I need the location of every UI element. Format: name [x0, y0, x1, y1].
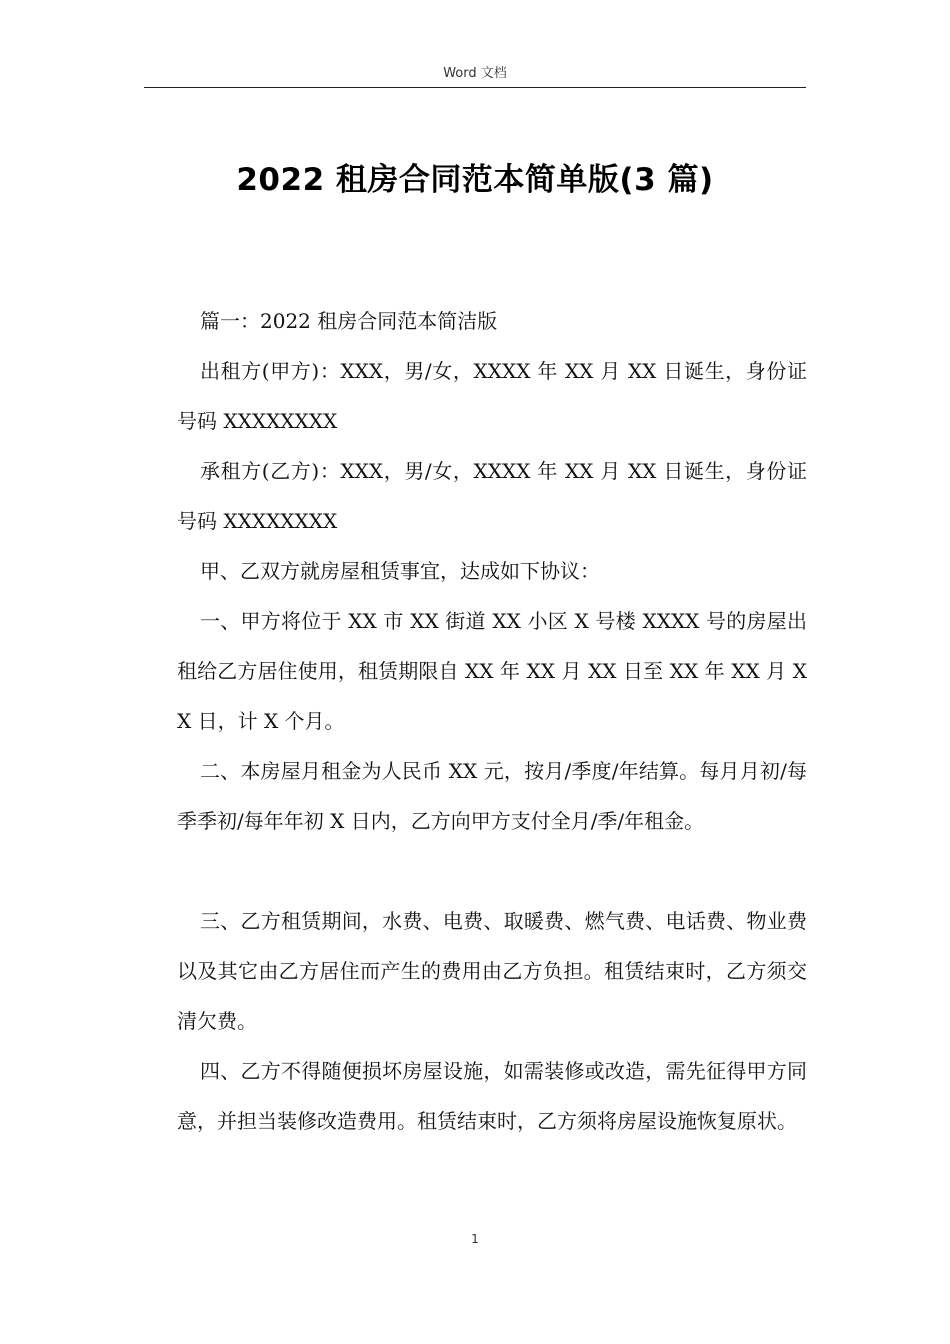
- section-heading: 篇一：2022 租房合同范本简洁版: [200, 309, 498, 333]
- document-title: 2022 租房合同范本简单版(3 篇): [236, 162, 714, 198]
- paragraph-lessee: 承租方(乙方)：XXX，男/女，XXXX 年 XX 月 XX 日诞生，身份证号码 XXXXXXXX: [177, 459, 807, 533]
- paragraph-agreement: 甲、乙双方就房屋租赁事宜，达成如下协议：: [200, 559, 600, 583]
- header-divider: [144, 87, 806, 88]
- clause-three: 三、乙方租赁期间，水费、电费、取暖费、燃气费、电话费、物业费以及其它由乙方居住而产生的费用由乙方负担。租赁结束时，乙方须交清欠费。: [177, 909, 807, 1033]
- clause-one: 一、甲方将位于 XX 市 XX 街道 XX 小区 X 号楼 XXXX 号的房屋出租给乙方居住使用，租赁期限自 XX 年 XX 月 XX 日至 XX 年 XX 月 XX 日，计 X 个月。: [177, 609, 807, 733]
- paragraph-lessor: 出租方(甲方)：XXX，男/女，XXXX 年 XX 月 XX 日诞生，身份证号码 XXXXXXXX: [177, 359, 807, 433]
- page-number: 1: [471, 1232, 479, 1246]
- clause-two: 二、本房屋月租金为人民币 XX 元，按月/季度/年结算。每月月初/每季季初/每年年初 X 日内，乙方向甲方支付全月/季/年租金。: [177, 759, 807, 833]
- clause-four: 四、乙方不得随便损坏房屋设施，如需装修或改造，需先征得甲方同意，并担当装修改造费用。租赁结束时，乙方须将房屋设施恢复原状。: [177, 1059, 807, 1133]
- page-header: Word 文档: [443, 66, 507, 81]
- document-body: [177, 296, 807, 1146]
